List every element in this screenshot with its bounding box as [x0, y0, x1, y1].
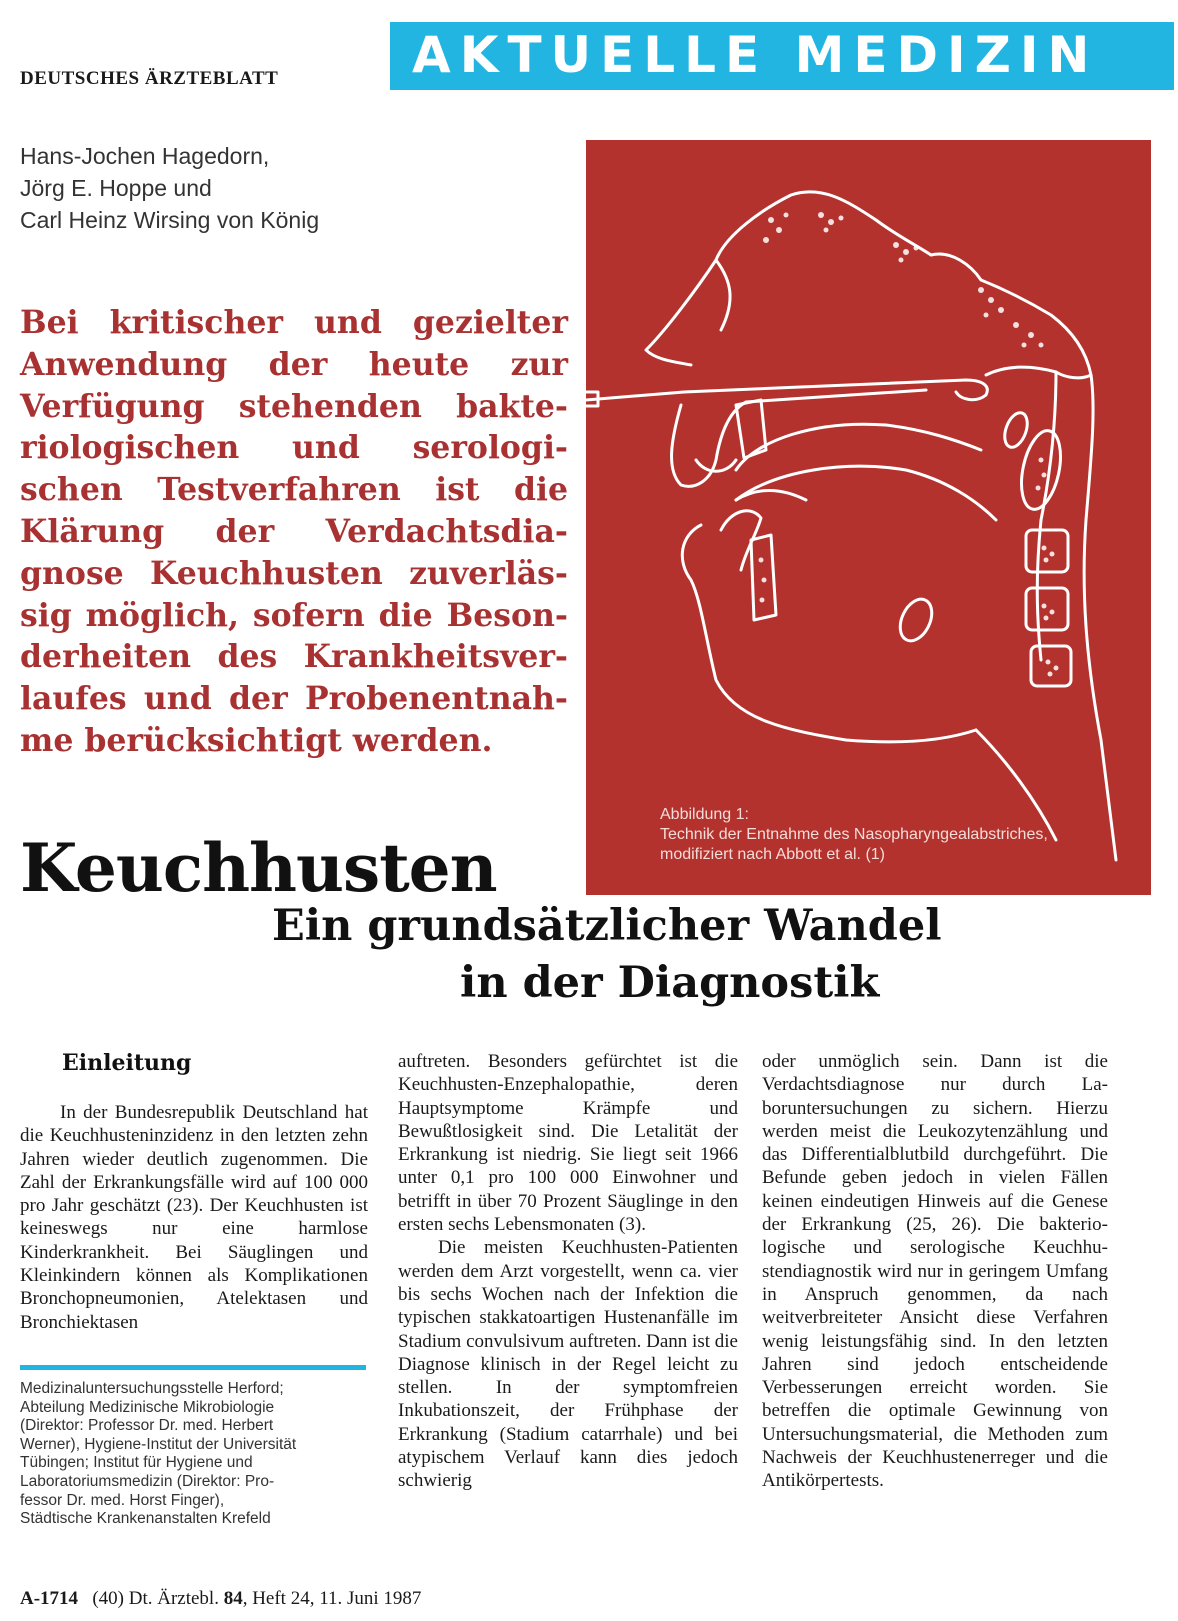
paragraph: In der Bundesrepublik Deutschland hat die Keuchhusteninzidenz in den letzten zehn Jahren wieder deutlich zugenommen. Die Zahl der Erkrankungsfälle wird auf 100 000 pro Jahr geschätzt (23). Der Keuchhusten ist keineswegs nur eine harmlose Kinderkrankheit. Bei Säuglingen und Kleinkindern können als Komplikationen Bronchopneumonien, Atelektasen und Bronchiektasen — [20, 1102, 368, 1333]
section-title: AKTUELLE MEDIZIN — [412, 26, 1099, 84]
caption-line-2: Technik der Entnahme des Nasopharyngealabstriches, — [660, 826, 1048, 843]
page-footer — [20, 1588, 421, 1610]
paragraph: oder unmöglich sein. Dann ist die Verdachtsdiagnose nur durch Laboruntersuchungen zu sichern. Hierzu werden meist die Leukozytenzählung und das Differentialblutbild durchgeführt. Die Befunde geben jedoch in vielen Fällen keinen eindeutigen Hinweis auf die Genese der Erkrankung (25, 26). Die bakteriologische und serologische Keuchhustendiagnostik wird nur in geringem Umfang in Anspruch genommen, da nach weitverbreiteter Ansicht diese Verfahren wenig leistungsfähig sind. In den letzten Jahren sind jedoch entscheidende Verbesserungen erreicht worden. Sie betreffen die optimale Gewinnung von Untersuchungsmaterial, die Methoden zum Nachweis der Keuchhustenerreger und die Antikörpertests. — [762, 1051, 1108, 1492]
body-column-1 — [20, 1101, 368, 1334]
affiliation-line: Tübingen; Institut für Hygiene und — [20, 1454, 253, 1472]
author-3: Carl Heinz Wirsing von König — [20, 207, 320, 233]
article-title: Keuchhusten — [20, 829, 497, 907]
figure-caption — [660, 805, 1140, 865]
head-cross-section-illustration — [586, 140, 1151, 895]
author-2: Jörg E. Hoppe und — [20, 175, 212, 201]
issue-date: , Heft 24, 11. Juni 1987 — [242, 1588, 422, 1609]
issue-page: (40) — [92, 1588, 124, 1609]
author-list — [20, 140, 319, 236]
article-subtitle-line-1: Ein grundsätzlicher Wandel — [272, 901, 942, 951]
volume-number: 84 — [223, 1588, 243, 1609]
affiliation-line: Abteilung Medizinische Mikrobiologie — [20, 1398, 275, 1416]
affiliation-divider — [20, 1365, 366, 1370]
page-number: A-1714 — [20, 1588, 79, 1609]
figure-nasopharyngeal-swab — [586, 140, 1151, 895]
lead-paragraph: Bei kritischer und gezielter Anwendung der heute zur Verfügung stehenden bakteriologischen und serologischen Testverfahren ist die Klärung der Verdachtsdiagnose Keuchhusten zuverlässig möglich, sofern die Besonderheiten des Krankheitsverlaufes und der Probenentnahme berücksichtigt werden. — [20, 304, 568, 759]
section-banner — [390, 22, 1174, 90]
paragraph: auftreten. Besonders gefürchtet ist die Keuchhusten-Enzephalopathie, deren Hauptsymptome Krämpfe und Bewußtlosigkeit sind. Die Letalität der Erkrankung ist niedrig. Sie liegt seit 1966 unter 0,1 pro 100 000 Einwohner und betrifft in über 70 Prozent Säuglinge in den ersten sechs Lebensmonaten (3). — [398, 1051, 738, 1236]
affiliation-line: Laboratoriumsmedizin (Direktor: Pro- — [20, 1472, 275, 1490]
paragraph: Die meisten Keuchhusten-Patienten werden dem Arzt vorgestellt, wenn ca. vier bis sechs Wochen nach der Infektion die typischen stakkatoartigen Hustenanfälle im Stadium convulsivum auftreten. Dann ist die Diagnose klinisch in der Regel leicht zu stellen. In der symptomfreien Inkubationszeit, der Frühphase der Erkrankung (Stadium catarrhale) und bei atypischem Verlauf kann dies jedoch schwierig — [398, 1237, 738, 1492]
affiliation-line: Medizinaluntersuchungsstelle Herford; — [20, 1380, 284, 1397]
journal-abbreviation: Dt. Ärztebl. — [128, 1588, 219, 1609]
affiliation-line: Werner), Hygiene-Institut der Universität — [20, 1435, 297, 1453]
section-heading: Einleitung — [62, 1050, 192, 1076]
author-1: Hans-Jochen Hagedorn, — [20, 143, 270, 169]
caption-line-1: Abbildung 1: — [660, 806, 749, 823]
author-affiliation — [20, 1380, 368, 1529]
journal-name: DEUTSCHES ÄRZTEBLATT — [20, 68, 279, 89]
caption-line-3: modifiziert nach Abbott et al. (1) — [660, 846, 885, 863]
affiliation-line: (Direktor: Professor Dr. med. Herbert — [20, 1417, 274, 1435]
body-column-3 — [762, 1050, 1108, 1493]
affiliation-line: fessor Dr. med. Horst Finger), — [20, 1491, 225, 1509]
article-subtitle-line-2: in der Diagnostik — [460, 958, 880, 1008]
affiliation-line: Städtische Krankenanstalten Krefeld — [20, 1510, 271, 1528]
body-column-2 — [398, 1050, 738, 1493]
